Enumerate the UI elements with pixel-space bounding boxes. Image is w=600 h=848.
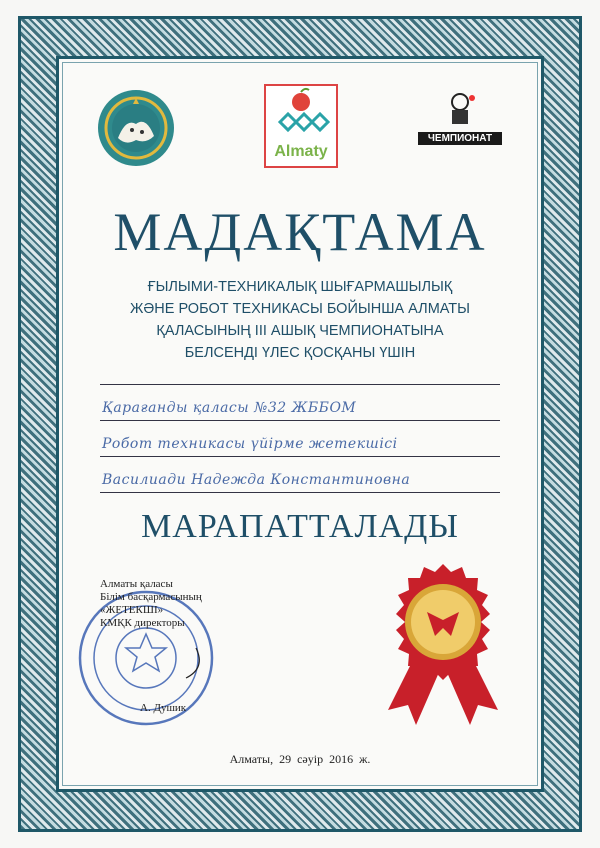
divider — [100, 384, 500, 385]
certificate-title: МАДАҚТАМА — [113, 202, 487, 262]
championship-label: ЧЕМПИОНАТ — [418, 132, 502, 145]
signature-line: Алматы қаласы — [100, 578, 173, 590]
signature-line: «ЖЕТЕКШІ» — [100, 604, 164, 616]
recipient-role: Робот техникасы үйірме жетекшісі — [102, 436, 398, 452]
award-seal-icon — [378, 560, 508, 730]
robot-icon — [418, 88, 502, 132]
signer-name: А. Душик — [140, 702, 187, 714]
subtitle-line: ҚАЛАСЫНЫҢ ІІІ АШЫҚ ЧЕМПИОНАТЫНА — [156, 323, 444, 339]
divider — [100, 456, 500, 457]
signature-line: КМҚК директоры — [100, 617, 185, 629]
almaty-emblem-icon — [96, 88, 176, 168]
recipient-school: Қарағанды қаласы №32 ЖББОМ — [102, 400, 357, 416]
championship-logo — [418, 88, 502, 180]
subtitle-line: ҒЫЛЫМИ-ТЕХНИКАЛЫҚ ШЫҒАРМАШЫЛЫҚ — [147, 279, 453, 295]
subtitle-line: БЕЛСЕНДІ ҮЛЕС ҚОСҚАНЫ ҮШІН — [184, 345, 416, 361]
date-location: Алматы, 29 сәуір 2016 ж. — [229, 752, 371, 766]
recipient-name: Василиади Надежда Константиновна — [102, 472, 411, 488]
apple-icon — [266, 86, 336, 136]
signature-line: Білім басқармасының — [100, 591, 202, 603]
almaty-logo-text: Almaty — [274, 143, 328, 160]
divider — [100, 492, 500, 493]
certificate-subtitle — [60, 276, 540, 364]
divider — [100, 420, 500, 421]
awarded-heading: МАРАПАТТАЛАДЫ — [141, 508, 459, 545]
almaty-logo — [264, 84, 338, 168]
subtitle-line: ЖӘНЕ РОБОТ ТЕХНИКАСЫ БОЙЫНША АЛМАТЫ — [129, 301, 470, 317]
signature-block — [100, 578, 250, 630]
